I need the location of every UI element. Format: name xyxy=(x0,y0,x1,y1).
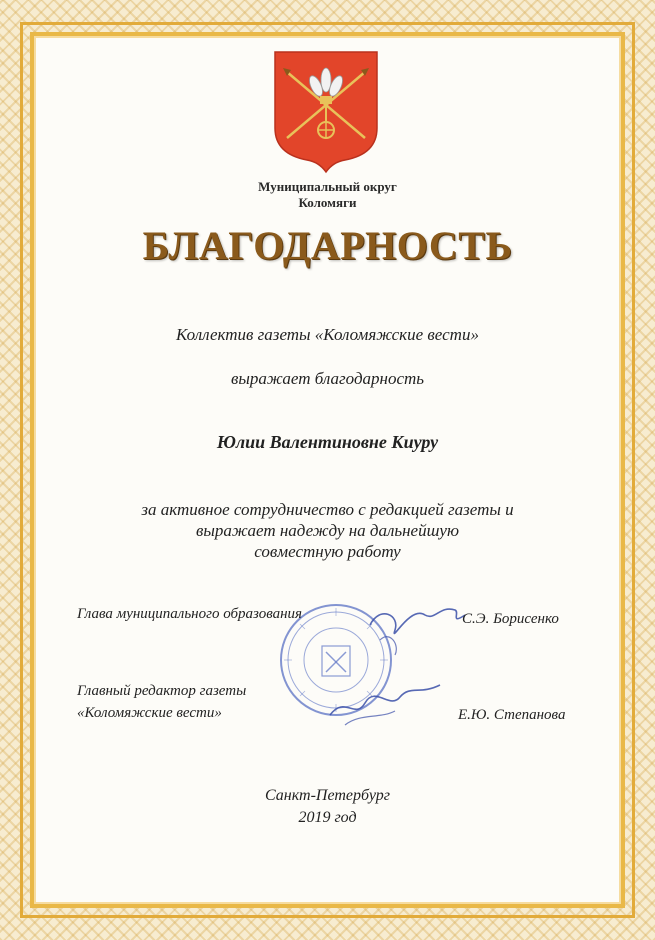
org-name-line2: Коломяги xyxy=(298,195,357,210)
footer-city: Санкт-Петербург xyxy=(265,787,390,804)
certificate-title: БЛАГОДАРНОСТЬ xyxy=(142,223,513,268)
org-name-line1: Муниципальный округ xyxy=(258,179,397,194)
signatory-1-name: С.Э. Борисенко xyxy=(462,611,559,627)
recipient-name: Юлии Валентиновне Киуру xyxy=(216,432,439,452)
signatory-2-role-line2: «Коломяжские вести» xyxy=(77,705,222,721)
body-line-1: Коллектив газеты «Коломяжские вести» xyxy=(176,325,479,344)
coat-of-arms-icon xyxy=(273,50,379,174)
signatory-2-name: Е.Ю. Степанова xyxy=(458,707,566,723)
body-line-2: выражает благодарность xyxy=(230,369,425,388)
footer-year: 2019 год xyxy=(298,809,357,826)
handwritten-signatures-icon xyxy=(300,585,480,735)
body-line-4: выражает надежду на дальнейшую xyxy=(196,521,459,540)
body-line-5: совместную работу xyxy=(254,542,401,561)
body-line-3: за активное сотрудничество с редакцией газеты и xyxy=(141,500,514,519)
signatory-1-role: Глава муниципального образования xyxy=(77,606,303,622)
signatory-2-role-line1: Главный редактор газеты xyxy=(77,683,247,699)
